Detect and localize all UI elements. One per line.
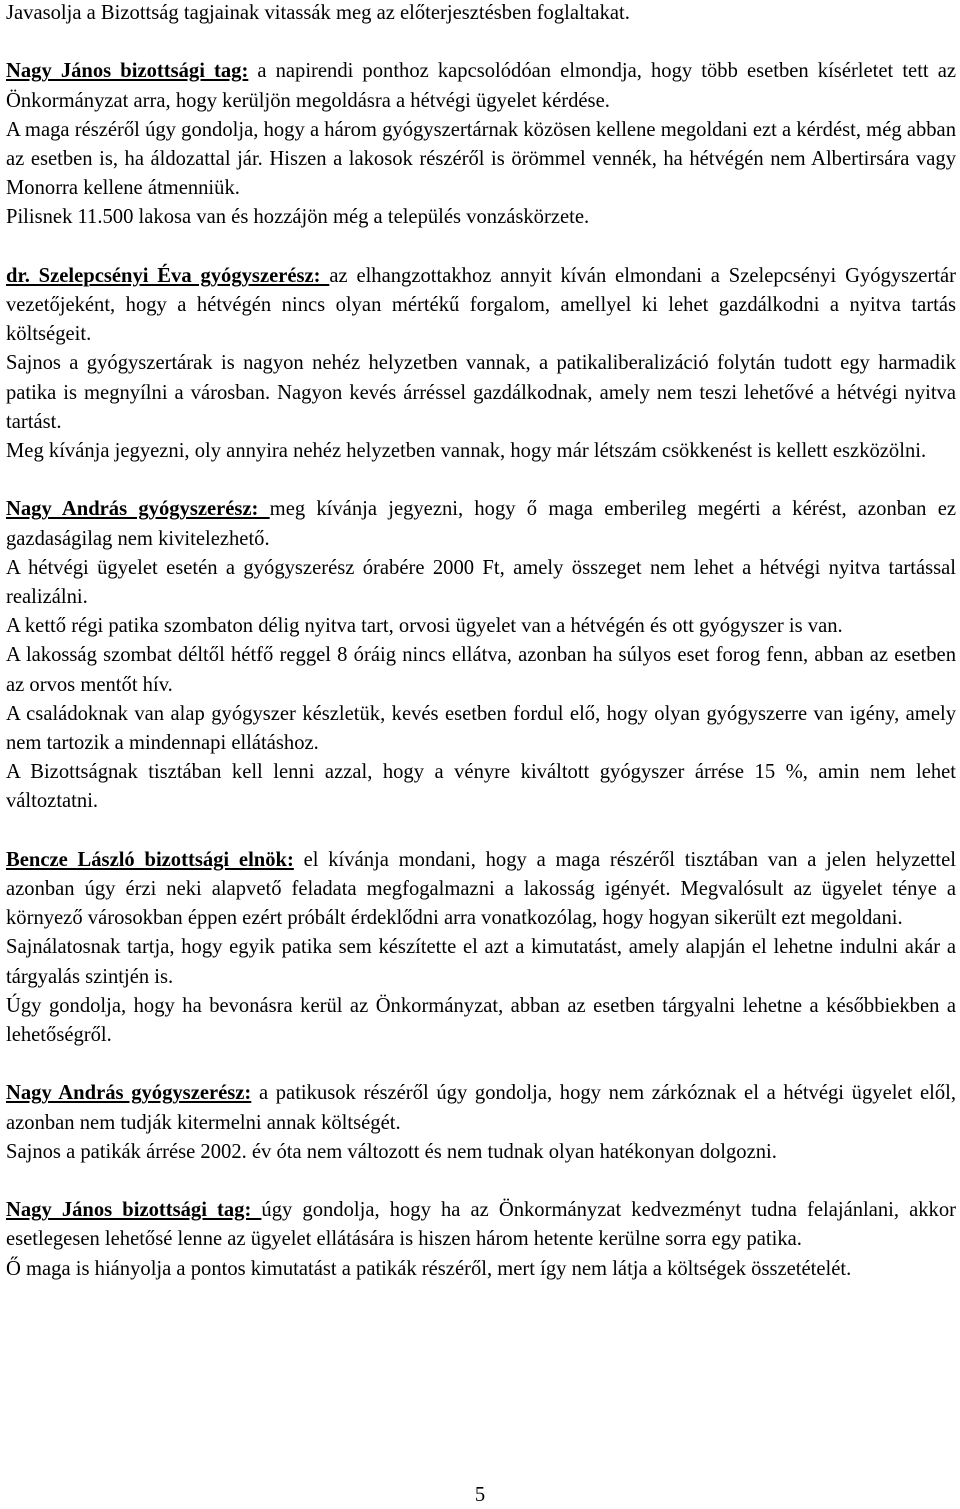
block-gap: [6, 233, 956, 262]
text-block: [6, 57, 956, 232]
block-gap: [6, 817, 956, 846]
paragraph-text: úgy gondolja, hogy ha az Önkormányzat kedvezményt tudna felajánlani, akkor esetlegesen lehetősé lenne az ügyelet ellátására is hiszen három hetente kerülne sorra egy patika.: [6, 1199, 957, 1251]
paragraph-text: Pilisnek 11.500 lakosa van és hozzájön még a település vonzáskörzete.: [6, 206, 590, 229]
paragraph-text: a napirendi ponthoz kapcsolódóan elmondja, hogy több esetben kísérletet tett az Önkormányzat arra, hogy kerüljön megoldásra a hétvégi ügyelet kérdése.: [6, 60, 956, 112]
paragraph-text: Sajnálatosnak tartja, hogy egyik patika sem készítette el azt a kimutatást, amely alapján el lehetne indulni akár a tárgyalás szintjén is.: [6, 936, 956, 988]
paragraph-text: Sajnos a gyógyszertárak is nagyon nehéz helyzetben vannak, a patikaliberalizáció folytán tudott egy harmadik patika is megnyílni a városban. Nagyon kevés árréssel gazdálkodnak, amely nem teszi lehetővé a hétvégi nyitva tartást.: [6, 352, 956, 433]
paragraph: [6, 700, 956, 758]
paragraph-text: Sajnos a patikák árrése 2002. év óta nem változott és nem tudnak olyan hatékonyan dolgozni.: [6, 1140, 777, 1163]
paragraph: [6, 846, 956, 934]
paragraph-text: A Bizottságnak tisztában kell lenni azzal, hogy a vényre kiváltott gyógyszer árrése 15 %, amin nem lehet változtatni.: [6, 761, 956, 813]
paragraph-text: Meg kívánja jegyezni, oly annyira nehéz helyzetben vannak, hogy már létszám csökkenést is kellett eszközölni.: [6, 440, 927, 463]
speaker-name: Nagy János bizottsági tag:: [6, 1199, 262, 1222]
text-block: [6, 0, 956, 28]
speaker-name: Nagy János bizottsági tag:: [6, 60, 249, 83]
speaker-name: dr. Szelepcsényi Éva gyógyszerész:: [6, 264, 330, 287]
block-gap: [6, 28, 956, 57]
paragraph: [6, 57, 956, 115]
paragraph: [6, 933, 956, 991]
paragraph: [6, 992, 956, 1050]
paragraph-text: meg kívánja jegyezni, hogy ő maga emberileg megérti a kérést, azonban ez gazdaságilag nem kivitelezhető.: [6, 498, 956, 550]
speaker-name: Nagy András gyógyszerész:: [6, 1082, 252, 1105]
paragraph: [6, 203, 956, 232]
text-block: [6, 495, 956, 816]
paragraph-text: az elhangzottakhoz annyit kíván elmondani a Szelepcsényi Gyógyszertár vezetőjeként, hogy a hétvégén nincs olyan mértékű forgalom, amellyel ki lehet gazdálkodni a nyitva tartás költségeit.: [6, 264, 957, 346]
paragraph-text: el kívánja mondani, hogy a maga részéről tisztában van a jelen helyzettel azonban úgy érzi neki alapvető feladata megfogalmazni a lakosság igényét. Megvalósult az ügyelet ténye a környező városokban éppen ezért próbált érdeklődni arra vonatkozólag, hogy hogyan sikerült ezt megoldani.: [6, 848, 957, 930]
paragraph-text: A kettő régi patika szombaton délig nyitva tart, orvosi ügyelet van a hétvégén és ott gyógyszer is van.: [6, 615, 843, 638]
paragraph-text: A családoknak van alap gyógyszer készletük, kevés esetben fordul elő, hogy olyan gyógyszerre van igény, amely nem tartozik a mindennapi ellátáshoz.: [6, 702, 956, 755]
paragraph-text: A lakosság szombat déltől hétfő reggel 8 óráig nincs ellátva, azonban ha súlyos eset forog fenn, abban az esetben az orvos mentőt hív.: [6, 644, 956, 696]
text-block: [6, 262, 956, 466]
block-gap: [6, 1050, 956, 1079]
block-gap: [6, 466, 956, 495]
paragraph: [6, 1079, 956, 1137]
text-block: [6, 1196, 956, 1284]
paragraph-text: a patikusok részéről úgy gondolja, hogy nem zárkóznak el a hétvégi ügyelet elől, azonban nem tudják kitermelni annak költségét.: [6, 1082, 956, 1134]
paragraph: [6, 262, 956, 350]
paragraph: [6, 0, 956, 28]
paragraph: [6, 758, 956, 816]
paragraph: [6, 641, 956, 699]
paragraph-text: Javasolja a Bizottság tagjainak vitassák meg az előterjesztésben foglaltakat.: [6, 2, 630, 24]
paragraph-text: Úgy gondolja, hogy ha bevonásra kerül az Önkormányzat, abban az esetben tárgyalni lehetne a későbbiekben a lehetőségről.: [6, 994, 956, 1047]
page-number: 5: [474, 1484, 486, 1506]
block-gap: [6, 1167, 956, 1196]
paragraph: [6, 554, 956, 612]
paragraph: [6, 1196, 956, 1254]
paragraph: [6, 1138, 956, 1167]
paragraph: [6, 612, 956, 641]
paragraph-text: Ő maga is hiányolja a pontos kimutatást a patikák részéről, mert így nem látja a költségek összetételét.: [6, 1257, 852, 1280]
speaker-name: Bencze László bizottsági elnök:: [6, 848, 294, 871]
text-block: [6, 1079, 956, 1167]
speaker-name: Nagy András gyógyszerész:: [6, 498, 270, 521]
text-block: [6, 846, 956, 1050]
paragraph: [6, 1255, 956, 1284]
document-page: [6, 0, 956, 1284]
paragraph: [6, 495, 956, 553]
paragraph: [6, 349, 956, 437]
paragraph: [6, 437, 956, 466]
paragraph-text: A maga részéről úgy gondolja, hogy a három gyógyszertárnak közösen kellene megoldani ezt a kérdést, még abban az esetben is, ha áldozattal jár. Hiszen a lakosok részéről is örömmel vennék, ha hétvégén nem Albertirsára vagy Monorra kellene átmenniük.: [6, 118, 956, 200]
paragraph-text: A hétvégi ügyelet esetén a gyógyszerész órabére 2000 Ft, amely összeget nem lehet a hétvégi nyitva tartással realizálni.: [6, 556, 956, 609]
paragraph: [6, 116, 956, 204]
